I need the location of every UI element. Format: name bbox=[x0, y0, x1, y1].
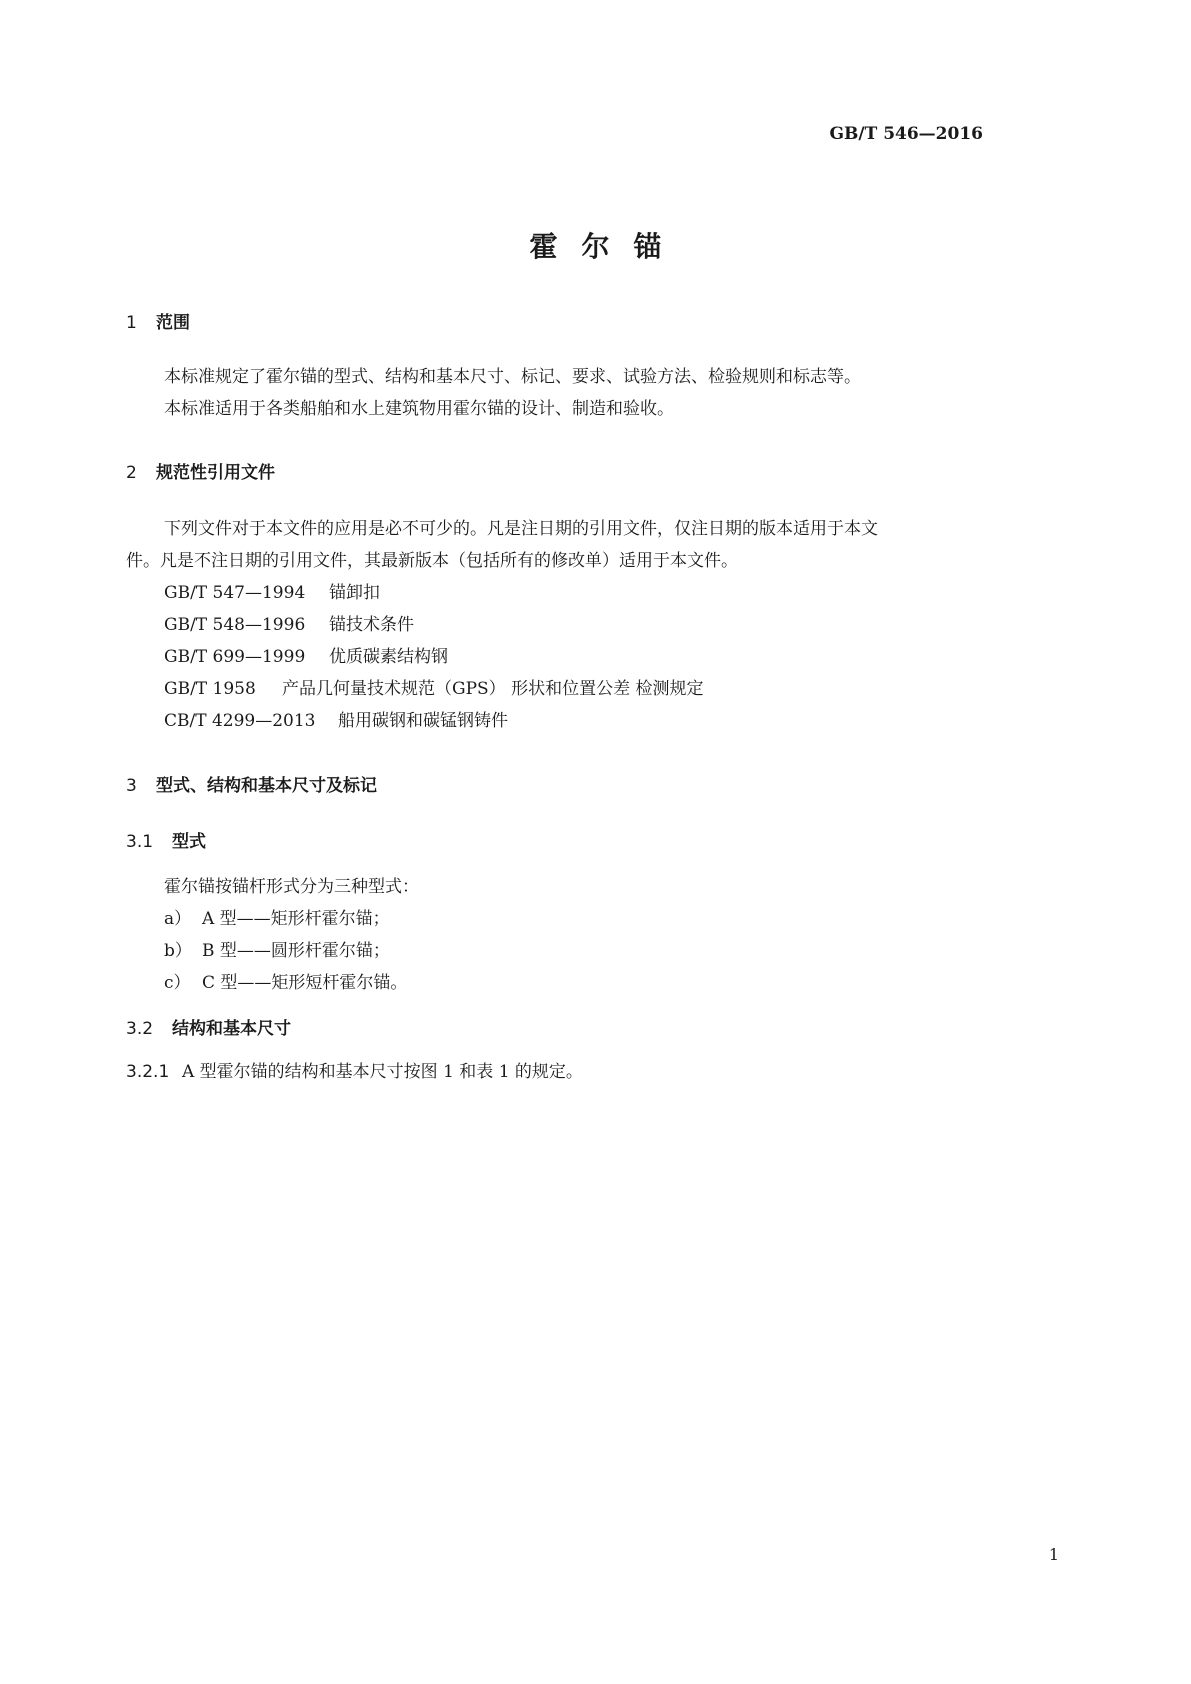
section-title: 结构和基本尺寸 bbox=[172, 1019, 291, 1039]
clause-3-2-1 bbox=[126, 1056, 583, 1088]
section-title: 范围 bbox=[156, 313, 190, 333]
list-item bbox=[164, 935, 390, 967]
list-marker: a） bbox=[164, 909, 192, 929]
list-text: A 型——矩形杆霍尔锚； bbox=[202, 909, 390, 929]
reference-code: CB/T 4299—2013 bbox=[164, 711, 316, 731]
reference-title: 优质碳素结构钢 bbox=[329, 647, 448, 667]
reference-title: 锚卸扣 bbox=[329, 583, 380, 603]
reference-item bbox=[164, 673, 703, 705]
reference-code: GB/T 548—1996 bbox=[164, 615, 306, 635]
reference-title: 锚技术条件 bbox=[329, 615, 414, 635]
section-3-heading bbox=[126, 771, 377, 796]
page-number: 1 bbox=[1048, 1545, 1059, 1564]
paragraph: 下列文件对于本文件的应用是必不可少的。凡是注日期的引用文件，仅注日期的版本适用于本文 bbox=[164, 519, 878, 539]
section-number: 3.2 bbox=[126, 1019, 154, 1039]
section-1-heading bbox=[126, 308, 190, 333]
page-title: 霍尔锚 bbox=[529, 230, 686, 263]
section-number: 3 bbox=[126, 776, 137, 796]
reference-item bbox=[164, 577, 380, 609]
section-title: 型式、结构和基本尺寸及标记 bbox=[156, 776, 377, 796]
reference-code: GB/T 1958 bbox=[164, 679, 256, 699]
reference-code: GB/T 699—1999 bbox=[164, 647, 306, 667]
section-3-1-heading bbox=[126, 827, 206, 852]
list-text: B 型——圆形杆霍尔锚； bbox=[202, 941, 390, 961]
list-item bbox=[164, 903, 390, 935]
reference-item bbox=[164, 609, 414, 641]
reference-title: 产品几何量技术规范（GPS） 形状和位置公差 检测规定 bbox=[282, 679, 704, 699]
paragraph: 本标准规定了霍尔锚的型式、结构和基本尺寸、标记、要求、试验方法、检验规则和标志等。 bbox=[164, 367, 861, 387]
section-title: 型式 bbox=[172, 832, 206, 852]
list-text: C 型——矩形短杆霍尔锚。 bbox=[202, 973, 408, 993]
clause-text: A 型霍尔锚的结构和基本尺寸按图 1 和表 1 的规定。 bbox=[182, 1062, 583, 1082]
reference-item bbox=[164, 641, 448, 673]
paragraph: 件。凡是不注日期的引用文件，其最新版本（包括所有的修改单）适用于本文件。 bbox=[126, 551, 738, 571]
reference-title: 船用碳钢和碳锰钢铸件 bbox=[338, 711, 508, 731]
reference-item bbox=[164, 705, 508, 737]
clause-number: 3.2.1 bbox=[126, 1062, 170, 1082]
paragraph: 霍尔锚按锚杆形式分为三种型式： bbox=[164, 877, 419, 897]
section-2-heading bbox=[126, 458, 275, 483]
section-number: 3.1 bbox=[126, 832, 154, 852]
standard-code: GB/T 546—2016 bbox=[829, 124, 983, 144]
section-title: 规范性引用文件 bbox=[156, 463, 275, 483]
section-number: 2 bbox=[126, 463, 137, 483]
paragraph: 本标准适用于各类船舶和水上建筑物用霍尔锚的设计、制造和验收。 bbox=[164, 399, 674, 419]
reference-code: GB/T 547—1994 bbox=[164, 583, 306, 603]
list-marker: c） bbox=[164, 973, 191, 993]
list-item bbox=[164, 967, 407, 999]
section-number: 1 bbox=[126, 313, 137, 333]
section-3-2-heading bbox=[126, 1014, 291, 1039]
list-marker: b） bbox=[164, 941, 192, 961]
